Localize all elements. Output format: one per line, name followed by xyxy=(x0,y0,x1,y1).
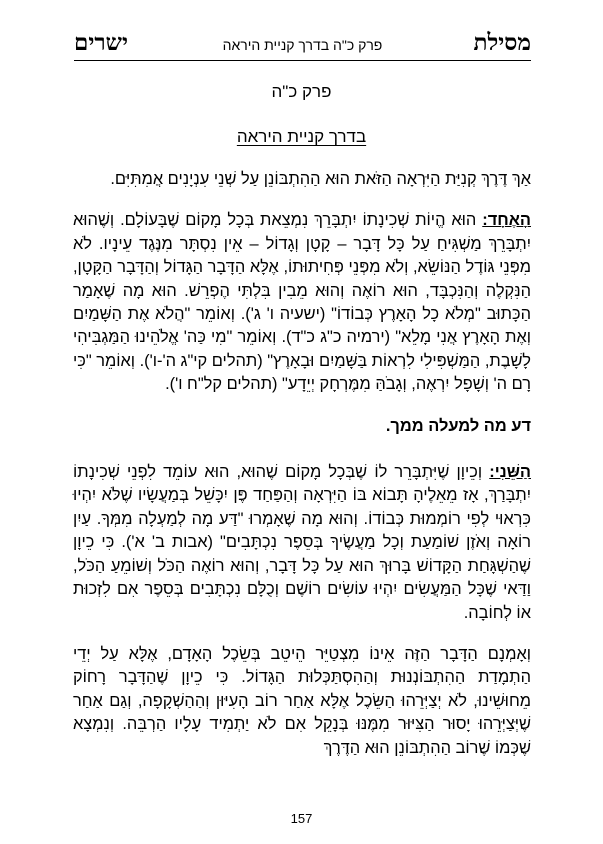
chapter-title xyxy=(0,125,603,149)
running-title: פרק כ"ה בדרך קניית היראה xyxy=(222,37,383,53)
chapter-number: פרק כ"ה xyxy=(271,82,332,101)
paragraph-2-text: הוּא הֱיוֹת שְׁכִינָתוֹ יִתְבָּרֵךְ נִמְצֵאת בְּכָל מָקוֹם שֶׁבָּעוֹלָם. וְשֶׁהוּא יִתְבָּרֵךְ מַשְׁגִּיחַ עַל כָּל דָּבָר – קָטָן וְגָדוֹל – אֵין נִסְתָּר מִנֶּגֶד עֵינָיו. לֹא מִפְּנֵי גּוֹדֶל הַנּוֹשֵׂא, וְלֹא מִפְּנֵי פְּחִיתוּתוֹ, אֶלָּא הַדָּבָר הַגָּדוֹל וְהַדָּבָר הַקָּטָן, הַנִּקְלֶה וְהַנִּכְבָּד, הוּא רוֹאֶה וְהוּא מֵבִין בִּלְתִּי הֶפְרֵשׁ. הוּא מָה שֶׁאָמַר הַכָּתוּב "מְלֹא כָל הָאָרֶץ כְּבוֹדוֹ" (ישעיה ו' ג'). וְאוֹמֵר "הֲלֹא אֶת הַשָּׁמַיִם וְאֶת הָאָרֶץ אֲנִי מָלֵא" (ירמיה כ"ג כ"ד). וְאוֹמֵר "מִי כַּה' אֱלֹהֵינוּ הַמַּגְבִּיהִי לָשָׁבֶת, הַמַּשְׁפִּילִי לִרְאוֹת בַּשָּׁמַיִם וּבָאָרֶץ" (תהלים קי"ג ה'-ו'). וְאוֹמֵר "כִּי רָם ה' וְשָׁפָל יִרְאֶה, וְגָבֹהַּ מִמֶּרְחָק יְיֵדָע" (תהלים קל"ח ו'). xyxy=(73,211,531,394)
paragraph-1: אַךְ דֶּרֶךְ קְנִיַּת הַיִּרְאָה הַזֹּאת הוּא הַהִתְבּוֹנֵן עַל שְׁנֵי עִנְיָנִים אֲמִתִּיִּם. xyxy=(110,170,531,188)
body-text xyxy=(73,168,531,778)
paragraph-2 xyxy=(73,209,531,396)
paragraph-4: וְאָמְנָם הַדָּבָר הַזֶּה אֵינוֹ מִצְטַיֵּר הֵיטֵב בְּשֵׂכֶל הָאָדָם, אֶלָּא עַל יְדֵי הַתְמָדַת הַהִתְבּוֹנְנוּת וְהַהִסְתַּכְּלוּת הַגָּדוֹל. כִּי כֵיוָן שֶׁהַדָּבָר רָחוֹק מֵחוּשֵׁינוּ, לֹא יְצַיְּרֵהוּ הַשֵּׂכֶל אֶלָּא אַחַר רוֹב הָעִיּוּן וְהַהַשְׁקָפָה, וְגַם אַחַר שֶׁיְּצַיְּרֵהוּ יָסוּר הַצִּיּוּר מִמֶּנּוּ בְּנָקֵל אִם לֹא יַתְמִיד עָלָיו הַרְבֵּה. וְנִמְצָא שֶׁכְּמוֹ שֶׁרוֹב הַהִתְבּוֹנֵן הוּא הַדֶּרֶךְ xyxy=(73,644,531,757)
chapter-title-text: בדרך קניית היראה xyxy=(236,127,367,146)
paragraph-3 xyxy=(73,461,531,625)
paragraph-3-label: הַשֵּׁנִי: xyxy=(489,463,531,482)
section-heading: דע מה למעלה ממך. xyxy=(385,416,531,435)
page-header xyxy=(74,30,531,61)
book-logo-left: ישרים xyxy=(74,29,128,56)
paragraph-2-label: הָאֶחָד: xyxy=(482,211,531,230)
book-logo-right: מסילת xyxy=(473,29,531,56)
paragraph-3-text: וְכֵיוָן שֶׁיִּתְבָּרֵר לוֹ שֶׁבְּכָל מָקוֹם שֶׁהוּא, הוּא עוֹמֵד לִפְנֵי שְׁכִינָתוֹ יִתְבָּרַךְ, אָז מֵאֵלֶיהָ תָּבוֹא בּוֹ הַיִּרְאָה וְהַפַּחַד פֶּן יִכָּשֵׁל בְּמַעֲשָׂיו שֶׁלֹּא יִהְיוּ כִּרְאוּי לְפִי רוֹמְמוּת כְּבוֹדוֹ. וְהוּא מָה שֶׁאָמְרוּ "דַּע מָה לְמַעְלָה מִמְּךָ. עַיִן רוֹאָה וְאֹזֶן שׁוֹמַעַת וְכָל מַעֲשֶׂיךָ בְּסֵפֶר נִכְתָּבִים" (אבות ב' א'). כִּי כֵיוָן שֶׁהַשְׁגָּחַת הַקָּדוֹשׁ בָּרוּךְ הוּא עַל כָּל דָּבָר, וְהוּא רוֹאֶה הַכֹּל וְשׁוֹמֵעַ הַכֹּל, וַדַּאי שֶׁכָּל הַמַּעֲשִׂים יִהְיוּ עוֹשִׂים רוֹשֶׁם וְכֻלָּם נִכְתָּבִים בְּסֵפֶר אִם לִזְכוּת אוֹ לְחוֹבָה. xyxy=(73,463,531,622)
page-number: 157 xyxy=(290,811,313,826)
